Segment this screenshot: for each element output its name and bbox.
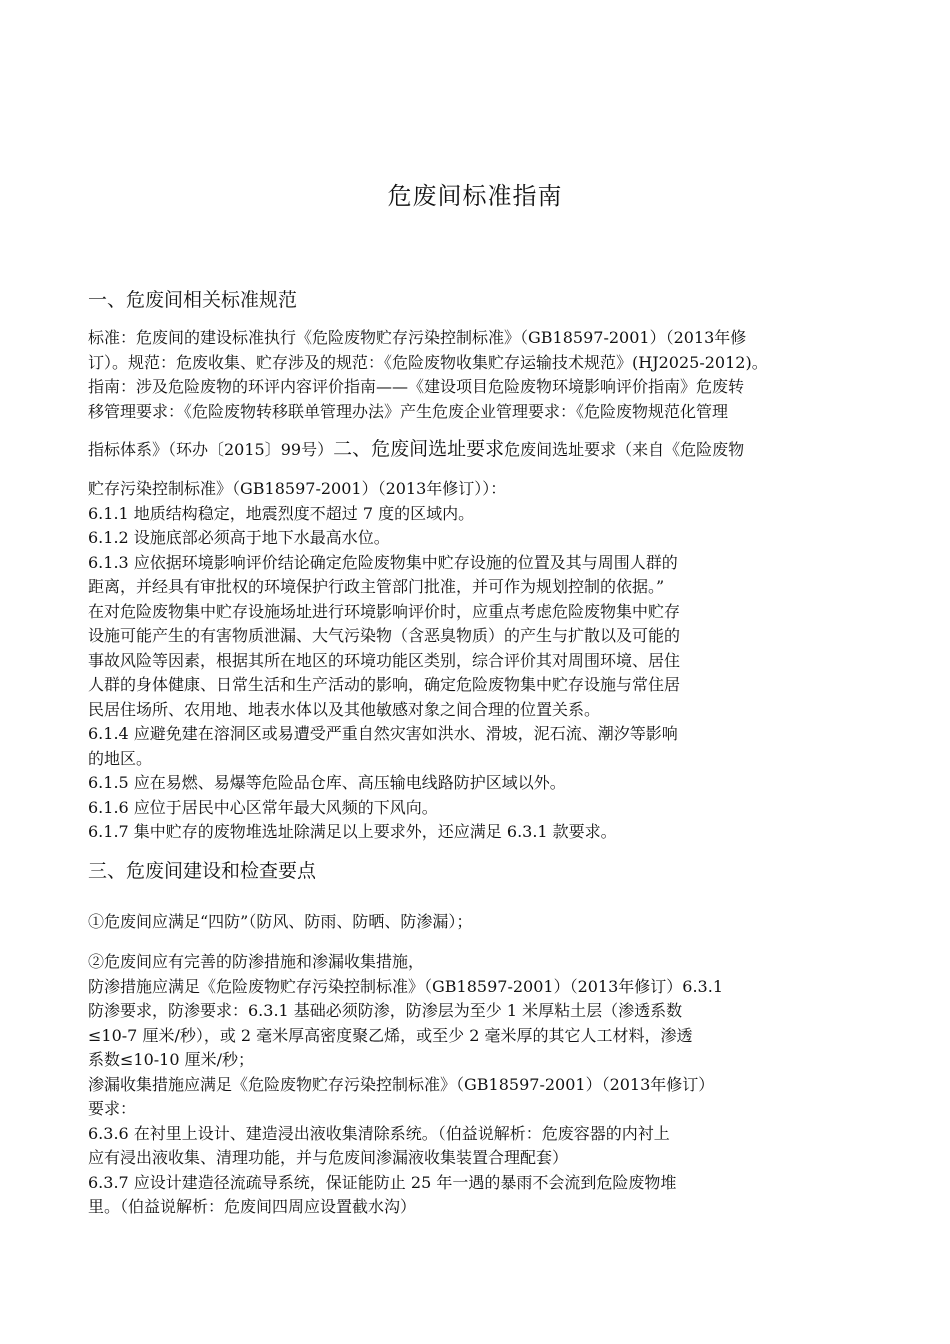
- text-line: 6.3.6 在衬里上设计、建造浸出液收集清除系统。（伯益说解析：危废容器的内衬上: [88, 1123, 670, 1143]
- text-line: 6.1.1 地质结构稳定，地震烈度不超过 7 度的区域内。: [88, 503, 475, 523]
- text-line: 距离，并经具有审批权的环境保护行政主管部门批准，并可作为规划控制的依据。”: [88, 577, 665, 596]
- text-line: ≤10-7 厘米/秒），或 2 毫米厚高密度聚乙烯，或至少 2 毫米厚的其它人工材料，渗透: [88, 1025, 693, 1045]
- text-line: 设施可能产生的有害物质泄漏、大气污染物（含恶臭物质）的产生与扩散以及可能的: [88, 626, 681, 645]
- section-3-heading: 三、危废间建设和检查要点: [88, 860, 317, 882]
- page-title: 危废间标准指南: [387, 182, 563, 210]
- text-line: 在对危险废物集中贮存设施场址进行环境影响评价时，应重点考虑危险废物集中贮存: [88, 601, 681, 621]
- text-line: 防渗措施应满足《危险废物贮存污染控制标准》（GB18597-2001）（2013年修订）6.3.1: [88, 976, 723, 996]
- text-line: 6.1.5 应在易燃、易爆等危险品仓库、高压输电线路防护区域以外。: [88, 773, 566, 792]
- section-1-heading: 一、危废间相关标准规范: [88, 289, 298, 311]
- text-line: 订）。规范：危废收集、贮存涉及的规范：《危险废物收集贮存运输技术规范》(HJ2025-2012)。: [88, 352, 768, 372]
- section-2-paragraph: [88, 477, 863, 845]
- text-line: 防渗要求，防渗要求：6.3.1 基础必须防渗，防渗层为至少 1 米厚粘土层（渗透系数: [88, 1001, 683, 1020]
- text-line: 6.1.3 应依据环境影响评价结论确定危险废物集中贮存设施的位置及其与周围人群的: [88, 552, 678, 572]
- text-line: ①危废间应满足“四防”（防风、防雨、防晒、防渗漏）；: [88, 912, 473, 931]
- text-fragment: 危废间选址要求（来自《危险废物: [504, 440, 745, 459]
- text-line: ②危废间应有完善的防渗措施和渗漏收集措施，: [88, 952, 425, 971]
- text-line: 系数≤10-10 厘米/秒；: [88, 1050, 255, 1069]
- text-line: 里。（伯益说解析：危废间四周应设置截水沟）: [88, 1197, 417, 1216]
- text-line: 要求：: [88, 1099, 137, 1118]
- text-line: 应有浸出液收集、清理功能，并与危废间渗漏液收集装置合理配套）: [88, 1148, 569, 1167]
- text-line: 的地区。: [88, 748, 153, 768]
- text-line: 民居住场所、农用地、地表水体以及其他敏感对象之间合理的位置关系。: [88, 699, 601, 719]
- text-line: 贮存污染控制标准》（GB18597-2001）（2013年修订））：: [88, 479, 507, 498]
- text-fragment: 指标体系》（环办〔2015〕99号）: [88, 440, 334, 459]
- section-1-paragraph: [88, 326, 863, 424]
- section-2-heading: 二、危废间选址要求: [333, 438, 505, 460]
- section-3-paragraph: [88, 950, 863, 1220]
- text-line: 6.1.4 应避免建在溶洞区或易遭受严重自然灾害如洪水、滑坡，泥石流、潮汐等影响: [88, 724, 678, 743]
- text-line: 渗漏收集措施应满足《危险废物贮存污染控制标准》（GB18597-2001）（2013年修订）: [88, 1074, 715, 1094]
- text-line: 移管理要求：《危险废物转移联单管理办法》产生危废企业管理要求：《危险废物规范化管理: [88, 401, 729, 421]
- text-line: 6.1.2 设施底部必须高于地下水最高水位。: [88, 528, 390, 547]
- text-line: 6.3.7 应设计建造径流疏导系统，保证能防止 25 年一遇的暴雨不会流到危险废物堆: [88, 1172, 677, 1192]
- text-line: 事故风险等因素，根据其所在地区的环境功能区类别，综合评价其对周围环境、居住: [88, 650, 681, 670]
- text-line: 人群的身体健康、日常生活和生产活动的影响，确定危险废物集中贮存设施与常住居: [88, 675, 681, 694]
- text-line: 指南：涉及危险废物的环评内容评价指南——《建设项目危险废物环境影响评价指南》危废转: [88, 377, 745, 396]
- text-line: 6.1.7 集中贮存的废物堆选址除满足以上要求外，还应满足 6.3.1 款要求。: [88, 822, 617, 841]
- section-3-item-1: [88, 910, 863, 935]
- text-line: 标准：危废间的建设标准执行《危险废物贮存污染控制标准》（GB18597-2001）（2013年修: [88, 328, 747, 347]
- section-1-tail-line: [88, 437, 863, 463]
- text-line: 6.1.6 应位于居民中心区常年最大风频的下风向。: [88, 797, 438, 817]
